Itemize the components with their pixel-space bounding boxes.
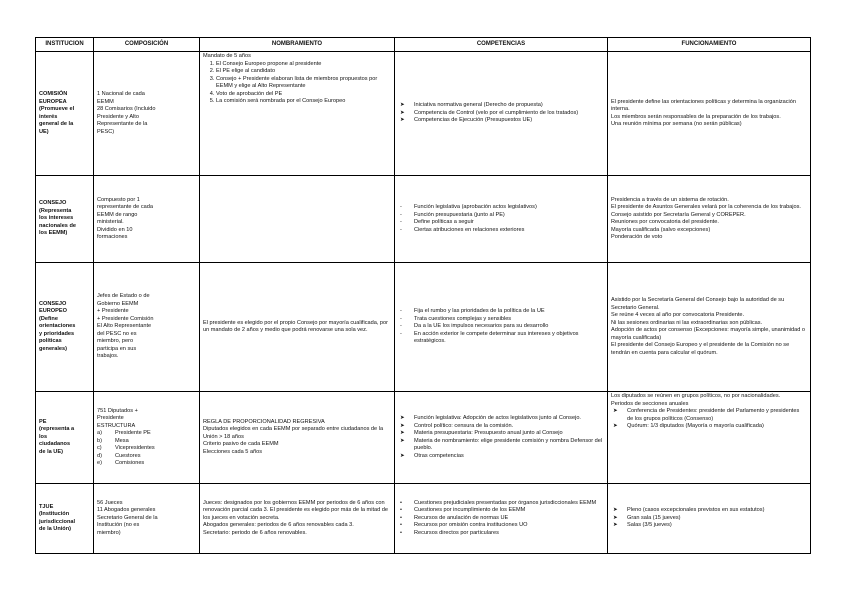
composition-line: Presidente y Alto	[97, 113, 139, 120]
item-text: Comisiones	[115, 460, 145, 466]
composition-line: El Alto Representante	[97, 323, 152, 330]
composition-cell	[94, 392, 200, 484]
functioning-list	[611, 507, 807, 530]
nomination-cell: El presidente es elegido por el propio Consejo por mayoría cualificada, por un mandato de 2 años y medio que podrá renovarse una sola vez.	[200, 263, 395, 392]
institution-line: interés	[39, 113, 58, 120]
composition-line: + Presidente	[97, 308, 129, 315]
institution-line: jurisdiccional	[39, 518, 76, 525]
structure-list	[97, 430, 196, 468]
nomination-list	[203, 61, 391, 106]
composition-line: Gobierno EEMM	[97, 300, 139, 307]
list-item	[97, 453, 196, 461]
composition-line: participa en sus	[97, 345, 137, 352]
item-letter: c)	[97, 445, 102, 451]
functioning-line: El presidente define las orientaciones políticas y determina la organización interna.	[611, 98, 797, 112]
competences-cell	[395, 263, 608, 392]
functioning-line: Presidencia a través de un sistema de rotación.	[611, 196, 729, 203]
composition-line: miembro, pero	[97, 338, 134, 345]
nomination-line: Secretario: periodo de 6 años renovables.	[203, 529, 307, 536]
institution-line: nacionales de	[39, 222, 76, 229]
institution-cell	[36, 176, 94, 263]
list-item	[97, 438, 196, 446]
composition-line: EEMM	[97, 98, 114, 105]
functioning-line: Adopción de actos por consenso (Excepciones: mayoría simple, unanimidad o mayoría cualificada)	[611, 327, 806, 341]
composition-line: Presidente	[97, 415, 124, 421]
header-composicion: COMPOSICIÓN	[94, 38, 200, 52]
list-item: • Recursos por omisión contra instituciones UO	[398, 522, 604, 530]
list-item: • Recursos de anulación de normas UE	[398, 515, 604, 523]
institution-line: (Promueve el	[39, 106, 75, 112]
institution-cell	[36, 392, 94, 484]
institution-line: de la UE)	[39, 448, 63, 455]
nomination-line: Criterio pasivo de cada EEMM	[203, 441, 279, 448]
nomination-cell	[200, 52, 395, 176]
competences-list	[398, 308, 604, 346]
list-item: ➤ Conferencia de Presidentes: presidente del Parlamento y presidentes de los grupos políticos (Consenso)	[611, 408, 807, 423]
composition-line: del PESC no es	[97, 330, 137, 337]
functioning-cell	[608, 392, 811, 484]
list-item: 1. El Consejo Europeo propone al presidente	[216, 61, 391, 69]
functioning-line: Se reúne 4 veces al año por convocatoria Presidente.	[611, 312, 745, 318]
list-item: ➤ Iniciativa normativa general (Derecho de propuesta)	[398, 102, 604, 110]
list-item: 3. Consejo + Presidente elaboran lista de miembros propuestos por EEMM y elige al Alto Representante	[216, 76, 391, 91]
functioning-line: Reuniones por convocatoria del presidente.	[611, 219, 719, 225]
item-text: Mesa	[115, 437, 129, 444]
composition-cell	[94, 263, 200, 392]
list-item	[97, 430, 196, 438]
composition-cell	[94, 484, 200, 554]
institution-line: de la Unión)	[39, 526, 72, 532]
nomination-line: Elecciones cada 5 años	[203, 448, 263, 455]
institution-line: (Representa	[39, 207, 72, 214]
header-row	[36, 38, 811, 52]
composition-line: Compuesto por 1	[97, 196, 140, 203]
functioning-line: El presidente de Asuntos Generales velará por la coherencia de los trabajos.	[611, 204, 801, 210]
header-competencias: COMPETENCIAS	[395, 38, 608, 52]
institution-line: y prioridades	[39, 330, 75, 337]
functioning-line: Ponderación de voto	[611, 234, 663, 240]
list-item: - Ciertas atribuciones en relaciones exteriores	[398, 227, 604, 235]
list-item: ➤ Materia presupuestaria: Presupuesto anual junto al Consejo	[398, 430, 604, 438]
institution-line: políticas	[39, 338, 62, 345]
item-letter: d)	[97, 452, 102, 459]
institution-line: COMISIÓN	[39, 91, 68, 97]
composition-cell	[94, 52, 200, 176]
list-item: • Recursos directos por particulares	[398, 530, 604, 538]
functioning-cell	[608, 484, 811, 554]
institution-cell	[36, 52, 94, 176]
nomination-title: REGLA DE PROPORCIONALIDAD REGRESIVA	[203, 418, 325, 425]
composition-line: Institución (no es	[97, 522, 140, 529]
functioning-line: Los miembros serán responsables de la preparación de los trabajos.	[611, 113, 781, 120]
nomination-cell	[200, 176, 395, 263]
list-item: - En acción exterior le compete determinar sus intereses y objetivos estratégicos.	[398, 331, 604, 346]
institution-line: los	[39, 433, 48, 440]
composition-line: 11 Abogados generales	[97, 507, 156, 514]
institutions-table	[35, 37, 811, 554]
composition-line: PESC)	[97, 128, 115, 135]
competences-cell	[395, 392, 608, 484]
functioning-cell	[608, 176, 811, 263]
composition-line: 1 Nacional de cada	[97, 91, 145, 97]
item-letter: e)	[97, 460, 102, 466]
list-item: • Cuestiones prejudiciales presentadas por órganos jurisdiccionales EEMM	[398, 500, 604, 508]
institution-line: CONSEJO	[39, 300, 67, 307]
list-item: ➤ Pleno (casos excepcionales previstos en sus estatutos)	[611, 507, 807, 515]
header-funcionamiento: FUNCIONAMIENTO	[608, 38, 811, 52]
institution-line: los EEMM)	[39, 230, 68, 237]
list-item: ➤ Control político: censura de la comisión.	[398, 423, 604, 431]
list-item: ➤ Gran sala (15 jueves)	[611, 515, 807, 523]
institution-line: TJUE	[39, 503, 54, 510]
list-item: ➤ Otras competencias	[398, 453, 604, 461]
composition-line: 28 Comisarios (Incluido	[97, 106, 156, 112]
institution-line: (representa a	[39, 426, 75, 433]
functioning-cell	[608, 52, 811, 176]
item-letter: a)	[97, 430, 102, 436]
list-item: - Función presupuestaria (junto al PE)	[398, 212, 604, 220]
institution-line: PE	[39, 418, 47, 425]
institution-line: orientaciones	[39, 323, 76, 330]
header-nombramiento: NOMBRAMIENTO	[200, 38, 395, 52]
list-item: ➤ Materia de nombramiento: elige presidente comisión y nombra Defensor del pueblo.	[398, 438, 604, 453]
list-item	[97, 445, 196, 453]
list-item: 2. El PE elige al candidato	[216, 68, 391, 76]
nomination-cell	[200, 392, 395, 484]
list-item: ➤ Competencias de Ejecución (Presupuestos UE)	[398, 117, 604, 125]
institution-line: (Define	[39, 315, 58, 322]
functioning-line: El presidente del Consejo Europeo y el presidente de la Comisión no se tendrán en cuenta para calcular el quórum.	[611, 342, 790, 356]
functioning-cell	[608, 263, 811, 392]
list-item: - Define políticas a seguir	[398, 219, 604, 227]
composition-line: + Presidente Comisión	[97, 315, 154, 322]
functioning-line: Asistido por la Secretaría General del Consejo bajo la autoridad de su Secretario General.	[611, 297, 785, 311]
list-item	[97, 460, 196, 468]
table-row	[36, 484, 811, 554]
institution-line: los intereses	[39, 215, 74, 222]
competences-list	[398, 500, 604, 538]
institution-cell	[36, 263, 94, 392]
institution-line: ciudadanos	[39, 441, 71, 448]
institution-line: generales)	[39, 345, 67, 352]
competences-list	[398, 102, 604, 125]
composition-line: formaciones	[97, 234, 128, 240]
nomination-line: Abogados generales: periodos de 6 años renovables cada 3.	[203, 522, 354, 529]
composition-line: Jefes de Estado o de	[97, 293, 150, 300]
composition-line: Dividido en 10	[97, 226, 133, 233]
institution-line: general de la	[39, 121, 74, 127]
list-item: ➤ Función legislativa: Adopción de actos legislativos junto al Consejo.	[398, 415, 604, 423]
nomination-line: Diputados elegidos en cada EEMM por separado entre ciudadanos de la Unión > 18 años	[203, 426, 384, 440]
composition-line: ministerial.	[97, 219, 124, 225]
nomination-cell	[200, 484, 395, 554]
list-item: 5. La comisión será nombrada por el Consejo Europeo	[216, 98, 391, 106]
nomination-line: Jueces: designados por los gobiernos EEMM por periodos de 6 años con renovación parcial cada 3. El presidente es elegido por más de la mitad de los jueces en votación secreta.	[203, 499, 389, 521]
composition-line: representante de cada	[97, 204, 153, 210]
header-institucion: INSTITUCION	[36, 38, 94, 52]
list-item: ➤ Competencia de Control (velo por el cumplimiento de los tratados)	[398, 110, 604, 118]
list-item: - Función legislativa (aprobación actos legislativos)	[398, 204, 604, 212]
composition-line: miembro)	[97, 529, 121, 536]
functioning-line: Ni las sesiones ordinarias ni las extraordinarias son públicas.	[611, 319, 763, 326]
composition-cell	[94, 176, 200, 263]
item-text: Cuestores	[115, 452, 141, 459]
competences-cell	[395, 52, 608, 176]
institution-line: UE)	[39, 128, 49, 135]
competences-cell	[395, 176, 608, 263]
institution-line: EUROPEO	[39, 308, 67, 315]
composition-line: Representante de la	[97, 121, 148, 127]
table-row	[36, 263, 811, 392]
composition-line: 56 Jueces	[97, 499, 123, 506]
composition-line: ESTRUCTURA	[97, 422, 136, 429]
list-item: 4. Voto de aprobación del PE	[216, 91, 391, 99]
competences-list	[398, 204, 604, 234]
list-item: • Cuestiones por incumplimiento de los EEMM	[398, 507, 604, 515]
item-text: Vicepresidentes	[115, 445, 155, 451]
nomination-intro: Mandato de 5 años	[203, 53, 251, 59]
competences-cell	[395, 484, 608, 554]
functioning-line: Periodos de secciones anuales	[611, 400, 689, 407]
competences-list	[398, 415, 604, 460]
institution-cell	[36, 484, 94, 554]
institution-line: EUROPEA	[39, 98, 67, 105]
list-item: - Da a la UE los impulsos necesarios para su desarrollo	[398, 323, 604, 331]
institution-line: (Institución	[39, 511, 70, 517]
item-text: Presidente PE	[115, 430, 151, 436]
composition-line: EEMM de rango	[97, 211, 138, 218]
functioning-list	[611, 408, 807, 431]
institution-line: CONSEJO	[39, 200, 67, 207]
table-row	[36, 176, 811, 263]
list-item: ➤ Salas (3/5 jueves)	[611, 522, 807, 530]
functioning-line: Consejo asistido por Secretaría General y COREPER.	[611, 211, 746, 218]
list-item: ➤ Quórum: 1/3 diputados (Mayoría o mayoría cualificada)	[611, 423, 807, 431]
composition-line: 751 Diputados +	[97, 407, 138, 414]
list-item: - Trata cuestiones complejas y sensibles	[398, 316, 604, 324]
functioning-line: Mayoría cualificada (salvo excepciones)	[611, 226, 711, 233]
functioning-line: Los diputados se reúnen en grupos políticos, no por nacionalidades.	[611, 393, 781, 399]
table-row	[36, 52, 811, 176]
list-item: - Fija el rumbo y las prioridades de la política de la UE	[398, 308, 604, 316]
functioning-line: Una reunión mínima por semana (no serán públicas)	[611, 121, 742, 127]
item-letter: b)	[97, 437, 102, 444]
composition-line: trabajos.	[97, 353, 119, 360]
composition-line: Secretario General de la	[97, 514, 158, 521]
table-row	[36, 392, 811, 484]
